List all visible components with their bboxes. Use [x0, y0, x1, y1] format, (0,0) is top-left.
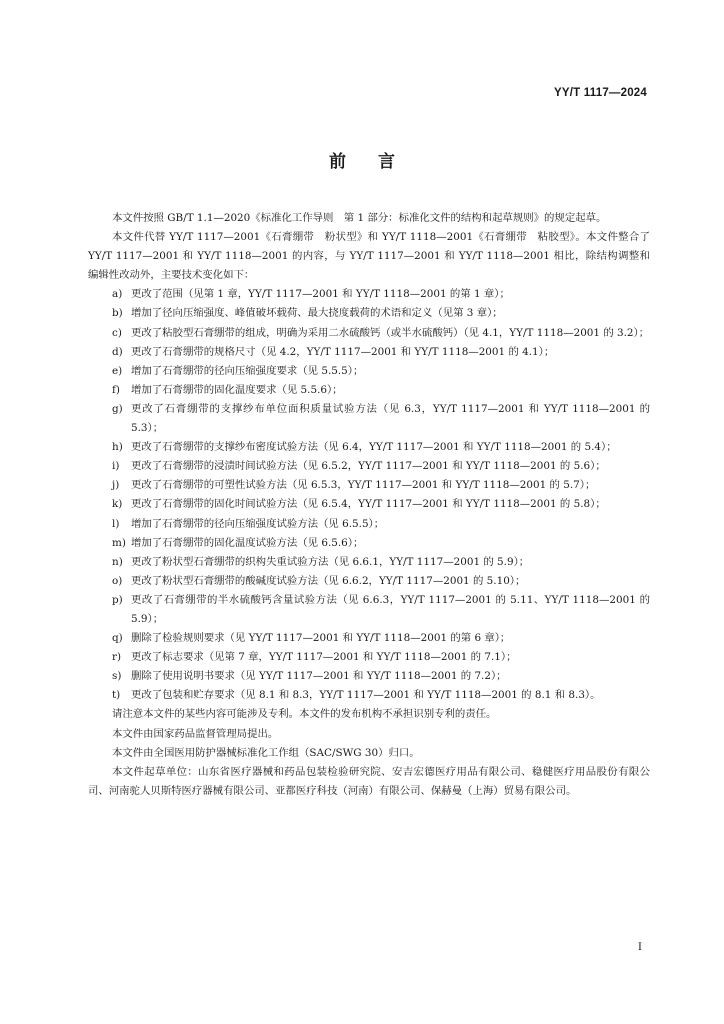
list-item-text: 更改了石膏绷带的支撑纱布单位面积质量试验方法（见 6.3，YY/T 1117—2001 和 YY/T 1118—2001 的 5.3）；	[131, 402, 650, 435]
list-marker: e)	[112, 364, 123, 377]
list-marker: r)	[112, 651, 122, 664]
list-item	[88, 686, 650, 705]
list-item-text: 增加了径向压缩强度、峰值破坏载荷、最大挠度载荷的术语和定义（见第 3 章）；	[131, 307, 503, 320]
list-item-text: 增加了石膏绷带的固化温度试验方法（见 6.5.6）；	[131, 536, 364, 549]
list-item	[88, 304, 650, 323]
list-item	[88, 285, 650, 304]
list-item	[88, 629, 650, 648]
page-title: 前言	[329, 152, 427, 172]
list-item	[88, 648, 650, 667]
list-marker: p)	[112, 593, 123, 606]
list-marker: f)	[112, 383, 120, 396]
list-item	[88, 495, 650, 514]
list-item-text: 更改了粉状型石膏绷带的酸碱度试验方法（见 6.6.2，YY/T 1117—2001 的 5.10）；	[131, 574, 526, 587]
list-item-text: 更改了石膏绷带的半水硫酸钙含量试验方法（见 6.6.3，YY/T 1117—2001 的 5.11、YY/T 1118—2001 的 5.9）；	[131, 593, 650, 625]
list-item-text: 更改了粉状型石膏绷带的织构失重试验方法（见 6.6.1，YY/T 1117—2001 的 5.9）；	[131, 555, 530, 568]
list-marker: m)	[112, 536, 126, 549]
list-item-text: 更改了石膏绷带的可塑性试验方法（见 6.5.3，YY/T 1117—2001 和 YY/T 1118—2001 的 5.7）；	[131, 479, 596, 492]
list-item-text: 更改了粘胶型石膏绷带的组成，明确为采用二水硫酸钙（或半水硫酸钙）（见 4.1，YY/T 1118—2001 的 3.2）；	[131, 326, 650, 339]
list-item-text: 增加了石膏绷带的径向压缩强度要求（见 5.5.5）；	[131, 364, 364, 377]
list-marker: i)	[112, 460, 120, 473]
list-item-text: 更改了石膏绷带的固化时间试验方法（见 6.5.4，YY/T 1117—2001 和 YY/T 1118—2001 的 5.8）；	[131, 498, 606, 511]
list-item-text: 更改了标志要求（见第 7 章，YY/T 1117—2001 和 YY/T 1118—2001 的 7.1）；	[131, 651, 517, 664]
list-marker: c)	[112, 326, 122, 339]
proposer-statement: 本文件由国家药品监督管理局提出。	[112, 727, 279, 740]
list-marker: s)	[112, 670, 122, 683]
list-marker: h)	[112, 441, 123, 454]
list-item-text: 更改了石膏绷带的规格尺寸（见 4.2，YY/T 1117—2001 和 YY/T 1118—2001 的 4.1）；	[131, 345, 555, 358]
change-list	[88, 285, 650, 705]
list-item	[88, 457, 650, 476]
drafting-units: 本文件起草单位：山东省医疗器械和药品包装检验研究院、安吉宏德医疗用品有限公司、稳健医疗用品股份有限公司、河南驼人贝斯特医疗器械有限公司、亚都医疗科技（河南）有限公司、保赫曼（上海）贸易有限公司。	[88, 765, 650, 797]
list-item	[88, 476, 650, 495]
list-item-text: 增加了石膏绷带的径向压缩强度试验方法（见 6.5.5）；	[131, 517, 385, 530]
list-item-text: 更改了包装和贮存要求（见 8.1 和 8.3，YY/T 1117—2001 和 YY/T 1118—2001 的 8.1 和 8.3）。	[131, 689, 601, 702]
page-number: I	[637, 941, 642, 953]
list-item	[88, 381, 650, 400]
list-item-text: 更改了范围（见第 1 章，YY/T 1117—2001 和 YY/T 1118—2001 的第 1 章）；	[131, 288, 510, 301]
list-item	[88, 534, 650, 553]
list-item	[88, 572, 650, 591]
list-item	[88, 667, 650, 686]
list-item	[88, 324, 650, 343]
list-item	[88, 343, 650, 362]
committee-statement: 本文件由全国医用防护器械标准化工作组（SAC/SWG 30）归口。	[112, 746, 420, 759]
list-marker: g)	[112, 402, 123, 415]
list-item	[88, 438, 650, 457]
list-marker: t)	[112, 689, 121, 702]
list-item	[88, 591, 650, 629]
list-marker: o)	[112, 574, 123, 587]
standard-code: YY/T 1117—2024	[554, 87, 647, 99]
list-marker: a)	[112, 288, 123, 301]
list-item-text: 增加了石膏绷带的固化温度要求（见 5.5.6）；	[131, 383, 343, 396]
list-marker: n)	[112, 555, 123, 568]
intro-paragraph: 本文件代替 YY/T 1117—2001《石膏绷带 粉状型》和 YY/T 1118—2001《石膏绷带 粘胶型》。本文件整合了 YY/T 1117—2001 和 YY/T 1118—2001 的内容，与 YY/T 1117—2001 和 YY/T 1118—2001 相比，除结构调整和编辑性改动外，主要技术变化如下：	[88, 231, 650, 282]
list-item-text: 删除了检验规则要求（见 YY/T 1117—2001 和 YY/T 1118—2001 的第 6 章）；	[131, 632, 511, 645]
list-item-text: 删除了使用说明书要求（见 YY/T 1117—2001 和 YY/T 1118—2001 的 7.2）；	[131, 670, 507, 683]
list-item	[88, 553, 650, 572]
list-marker: j)	[112, 479, 120, 492]
list-marker: k)	[112, 498, 123, 511]
list-item	[88, 515, 650, 534]
list-item-text: 更改了石膏绷带的浸渍时间试验方法（见 6.5.2，YY/T 1117—2001 和 YY/T 1118—2001 的 5.6）；	[131, 460, 606, 473]
document-body	[88, 209, 650, 801]
patent-notice: 请注意本文件的某些内容可能涉及专利。本文件的发布机构不承担识别专利的责任。	[112, 708, 497, 721]
list-item-text: 更改了石膏绷带的支撑纱布密度试验方法（见 6.4，YY/T 1117—2001 和 YY/T 1118—2001 的 5.4）；	[131, 441, 617, 454]
list-marker: b)	[112, 307, 123, 320]
intro-paragraph: 本文件按照 GB/T 1.1—2020《标准化工作导则 第 1 部分：标准化文件的结构和起草规则》的规定起草。	[112, 212, 607, 224]
list-item	[88, 400, 650, 438]
list-marker: d)	[112, 345, 123, 358]
list-marker: l)	[112, 517, 120, 530]
list-marker: q)	[112, 632, 123, 645]
list-item	[88, 362, 650, 381]
